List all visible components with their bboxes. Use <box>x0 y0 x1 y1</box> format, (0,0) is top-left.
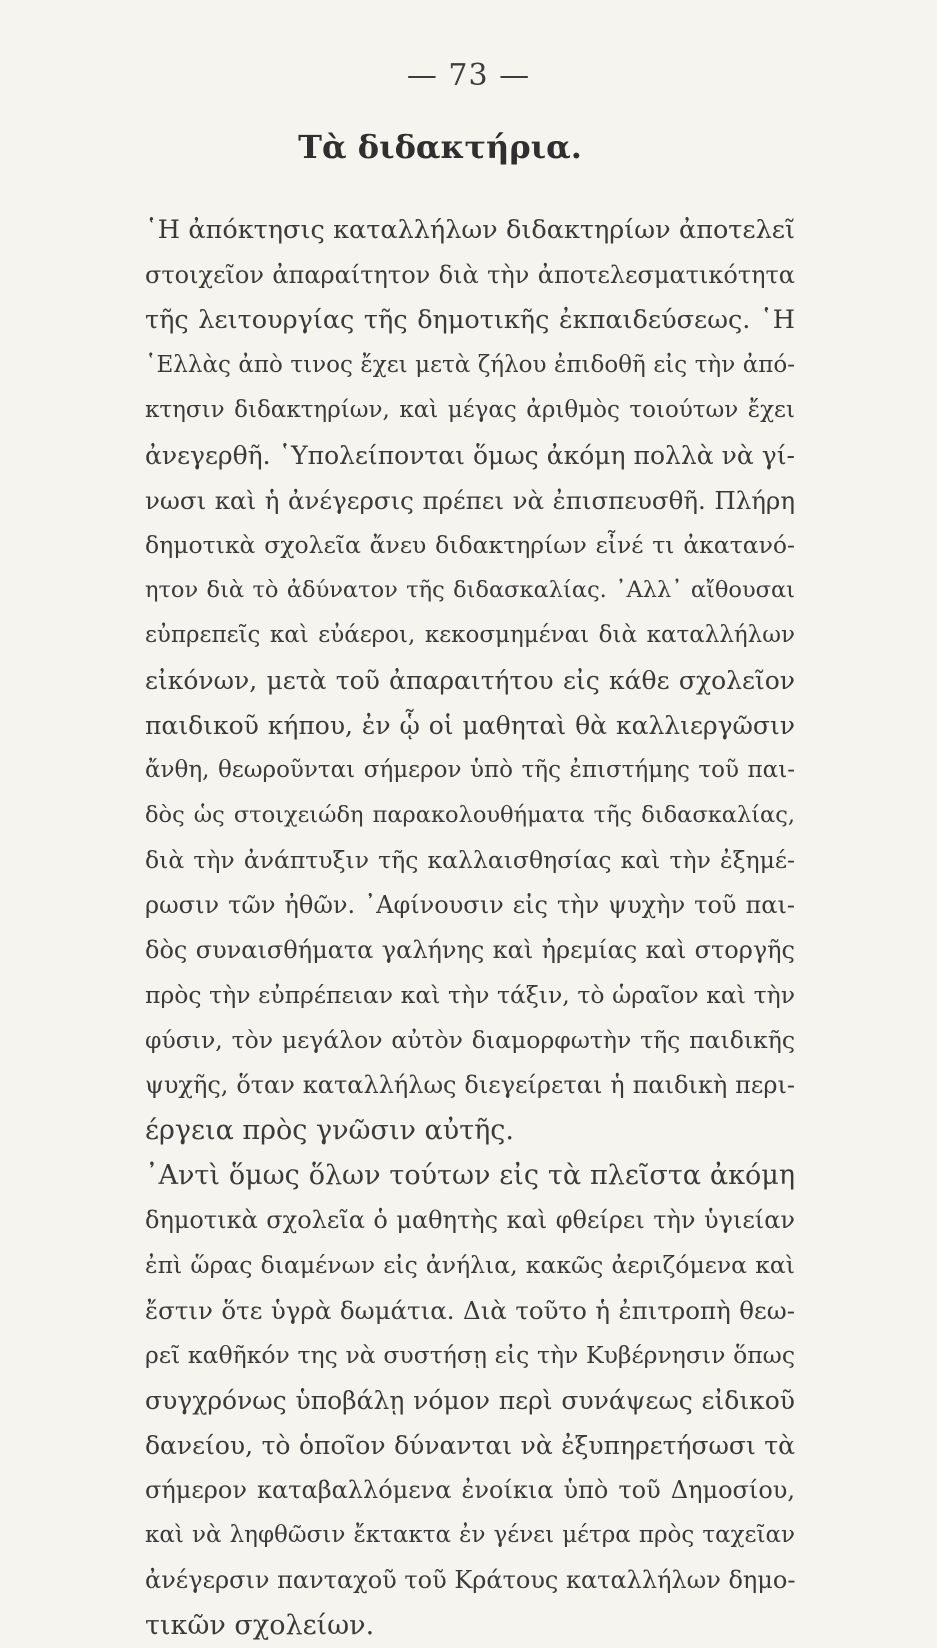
text-line: ἄνθη, θεωροῦνται σήμερον ὑπὸ τῆς ἐπιστήμης τοῦ παι- <box>145 757 795 783</box>
text-line: δημοτικὰ σχολεῖα ἄνευ διδακτηρίων εἶνέ τι ἀκατανό- <box>145 531 795 559</box>
text-line: ητον διὰ τὸ ἀδύνατον τῆς διδασκαλίας. ᾿Αλλ᾿ αἴθουσαι <box>145 577 795 603</box>
text-line: κτησιν διδακτηρίων, καὶ μέγας ἀριθμὸς τοιούτων ἔχει <box>145 397 795 423</box>
text-line: τικῶν σχολείων. <box>145 1610 375 1641</box>
text-line: φύσιν, τὸν μεγάλον αὐτὸν διαμορφωτὴν τῆς παιδικῆς <box>145 1026 795 1054</box>
text-line: ρωσιν τῶν ἠθῶν. ᾿Αφίνουσιν εἰς τὴν ψυχὴν τοῦ παι- <box>145 891 795 919</box>
section-title: Τὰ διδακτήρια. <box>298 128 582 166</box>
text-line: ἔστιν ὅτε ὑγρὰ δωμάτια. Διὰ τοῦτο ἡ ἐπιτροπὴ θεω- <box>145 1296 795 1325</box>
text-line: ᾿Αντὶ ὅμως ὅλων τούτων εἰς τὰ πλεῖστα ἀκόμη <box>145 1160 795 1191</box>
text-line: καὶ νὰ ληφθῶσιν ἔκτακτα ἐν γένει μέτρα πρὸς ταχεῖαν <box>145 1522 795 1548</box>
text-line: δημοτικὰ σχολεῖα ὁ μαθητὴς καὶ φθείρει τὴν ὑγιείαν <box>145 1206 795 1234</box>
text-line: εὐπρεπεῖς καὶ εὐάεροι, κεκοσμημέναι διὰ καταλλήλων <box>145 622 795 648</box>
paragraph <box>145 1153 795 1648</box>
text-line: τῆς λειτουργίας τῆς δημοτικῆς ἐκπαιδεύσεως. ῾Η <box>145 305 795 335</box>
body-text <box>145 208 795 1648</box>
text-line: ῾Η ἀπόκτησις καταλλήλων διδακτηρίων ἀποτελεῖ <box>145 215 795 245</box>
text-line: πρὸς τὴν εὐπρέπειαν καὶ τὴν τάξιν, τὸ ὡραῖον καὶ τὴν <box>145 981 795 1009</box>
text-line: ἀνέγερσιν πανταχοῦ τοῦ Κράτους καταλλήλων δημο- <box>145 1566 795 1594</box>
text-line: ρεῖ καθῆκόν της νὰ συστήσῃ εἰς τὴν Κυβέρνησιν ὅπως <box>145 1341 795 1369</box>
text-line: ψυχῆς, ὅταν καταλλήλως διεγείρεται ἡ παιδικὴ περι- <box>145 1071 795 1099</box>
text-line: δανείου, τὸ ὁποῖον δύνανται νὰ ἐξυπηρετήσωσι τὰ <box>145 1431 795 1460</box>
text-line: σήμερον καταβαλλόμενα ἐνοίκια ὑπὸ τοῦ Δημοσίου, <box>145 1476 795 1504</box>
text-line: ῾Ελλὰς ἀπὸ τινος ἔχει μετὰ ζήλου ἐπιδοθῆ εἰς τὴν ἀπό- <box>145 352 795 378</box>
text-line: συγχρόνως ὑποβάλῃ νόμον περὶ συνάψεως εἰδικοῦ <box>145 1386 795 1415</box>
page-number: — 73 — <box>406 58 531 93</box>
text-line: δὸς ὡς στοιχειώδη παρακολουθήματα τῆς διδασκαλίας, <box>145 802 795 828</box>
text-line: δὸς συναισθήματα γαλήνης καὶ ἠρεμίας καὶ στοργῆς <box>145 936 795 964</box>
text-line: ἀνεγερθῆ. ῾Υπολείπονται ὅμως ἀκόμη πολλὰ νὰ γί- <box>145 441 795 470</box>
paragraph <box>145 208 795 1153</box>
text-line: νωσι καὶ ἡ ἀνέγερσις πρέπει νὰ ἐπισπευσθῆ. Πλήρη <box>145 486 795 515</box>
text-line: έργεια πρὸς γνῶσιν αὐτῆς. <box>145 1115 515 1146</box>
text-line: ἐπὶ ὥρας διαμένων εἰς ἀνήλια, κακῶς ἀεριζόμενα καὶ <box>145 1251 795 1279</box>
text-line: εἰκόνων, μετὰ τοῦ ἀπαραιτήτου εἰς κάθε σχολεῖον <box>145 666 795 695</box>
paragraph-container <box>145 208 795 1648</box>
text-line: στοιχεῖον ἀπαραίτητον διὰ τὴν ἀποτελεσματικότητα <box>145 261 795 289</box>
text-line: παιδικοῦ κήπου, ἐν ᾧ οἱ μαθηταὶ θὰ καλλιεργῶσιν <box>145 711 795 740</box>
text-line: διὰ τὴν ἀνάπτυξιν τῆς καλλαισθησίας καὶ τὴν ἐξημέ- <box>145 846 795 874</box>
